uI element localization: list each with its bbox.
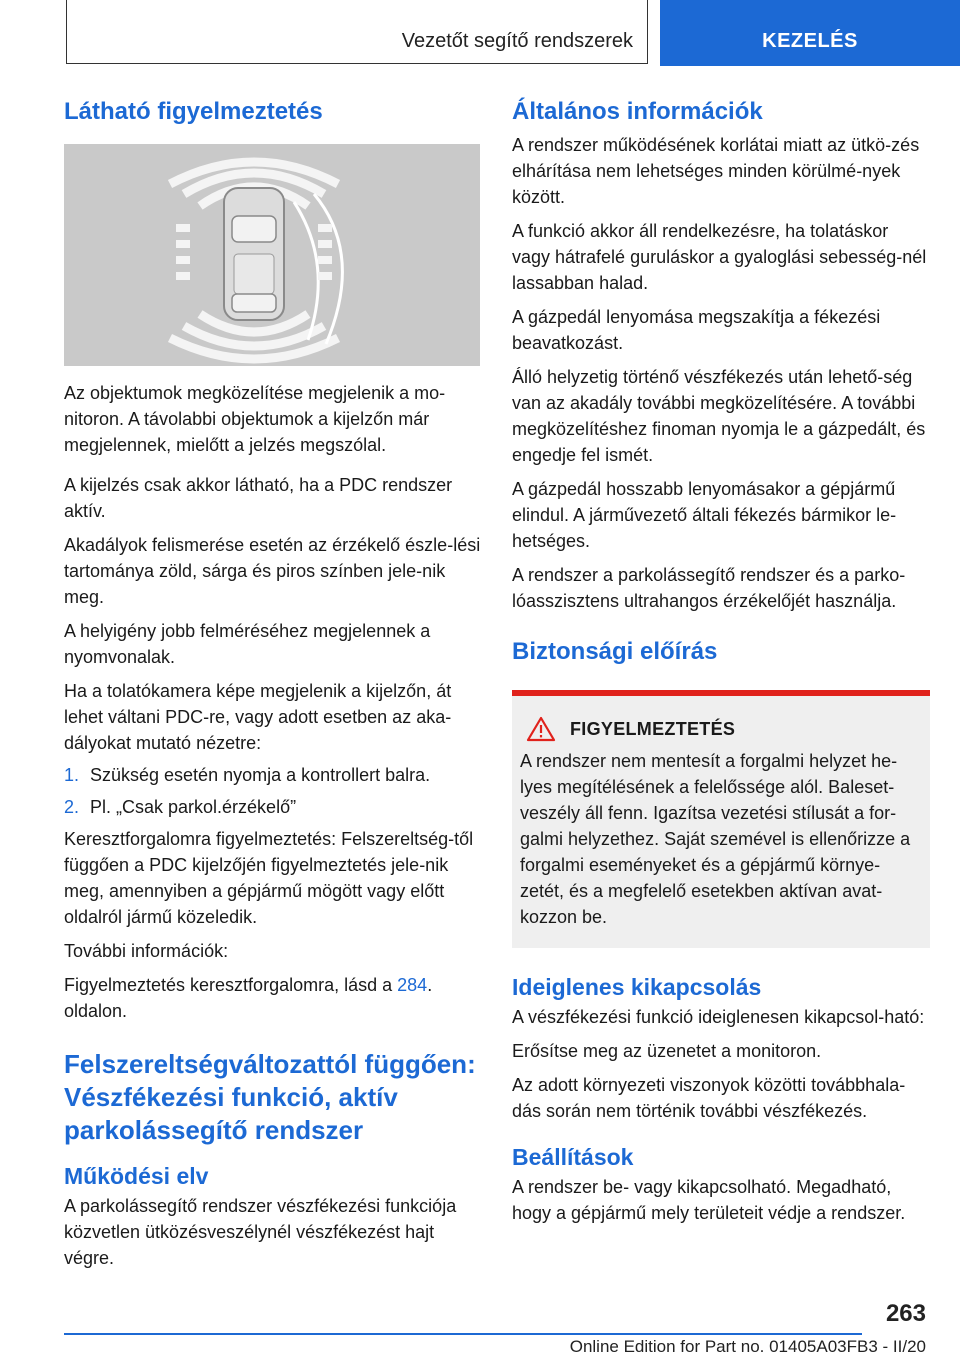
paragraph: A gázpedál lenyomása megszakítja a fékezési beavatkozást. [512,307,881,353]
paragraph: A helyigény jobb felméréséhez megjelennek a nyomvonalak. [64,621,431,667]
warning-text: A rendszer nem mentesít a forgalmi helyzet he-lyes megítélésének a felelőssége alól. Baleset-veszély áll fenn. Igazítsa vezetési stílusát a for-galmi helyzethez. Saját szemével is ellenőrizze a forgalmi eseményeket és a gépjármű környe-zetét, és a megfelelő esetekben aktívan avat-kozzon be. [520,751,911,927]
parking-sensor-graphic [64,144,480,366]
paragraph: További információk: [64,941,229,961]
header-section-title: Vezetőt segítő rendszerek [401,30,633,52]
paragraph: Akadályok felismerése esetén az érzékelő észle-lési tartománya zöld, sárga és piros színben jele-nik meg. [64,535,481,607]
page-link[interactable]: 284 [397,975,428,995]
crossref-text-end: . oldalon. [64,975,433,1021]
paragraph: Keresztforgalomra figyelmeztetés: Felszereltség-től függően a PDC kijelzőjén figyelmeztetés jele-nik meg, amennyiben a gépjármű mögött vagy előtt oldalról jármű közeledik. [64,829,474,927]
footer-edition: Online Edition for Part no. 01405A03FB3 - II/20 [569,1337,926,1356]
chapter-tab-label: KEZELÉS [762,30,858,52]
list-item [64,794,482,820]
left-column [64,96,482,1271]
paragraph: Az objektumok megközelítése megjelenik a mo-nitoron. A távolabbi objektumok a kijelzőn már megjelennek, mielőtt a jelzés megszólal. [64,383,446,455]
paragraph: A funkció akkor áll rendelkezésre, ha tolatáskor vagy hátrafelé guruláskor a gyaloglási sebesség-nél lassabban halad. [512,221,927,293]
heading-settings: Beállítások [512,1144,634,1170]
paragraph: Álló helyzetig történő vészfékezés után lehető-ség van az akadály további megközelítésére. A további megközelítéshez finoman nyomja le a gázpedált, és engedje fel ismét. [512,367,926,465]
list-item [64,762,482,788]
heading-temporary-deactivation: Ideiglenes kikapcsolás [512,974,762,1000]
list-text: Szükség esetén nyomja a kontrollert balra. [90,765,431,785]
warning-header [520,716,922,742]
paragraph: Erősítse meg az üzenetet a monitoron. [512,1041,822,1061]
heading-general-info: Általános információk [512,98,763,125]
paragraph: Az adott környezeti viszonyok közötti továbbhala-dás során nem történik további vészfékezés. [512,1075,906,1121]
heading-emergency-braking: Felszereltségváltozattól függően: Vészfékezési funkció, aktív parkolássegítő rendszer [64,1049,476,1145]
paragraph: A parkolássegítő rendszer vészfékezési funkciója közvetlen ütközésveszélynél vészfékezést hajt végre. [64,1196,457,1268]
warning-triangle-icon [526,716,556,742]
page-header [0,0,960,66]
list-number: 2. [64,797,80,817]
paragraph: A kijelzés csak akkor látható, ha a PDC rendszer aktív. [64,475,453,521]
paragraph: A gázpedál hosszabb lenyomásakor a gépjármű elindul. A járművezető általi fékezés bármikor le-hetséges. [512,479,897,551]
crossref-text: Figyelmeztetés keresztforgalomra, lásd a [64,975,398,995]
list-number: 1. [64,765,80,785]
paragraph: A rendszer be- vagy kikapcsolható. Megadható, hogy a gépjármű mely területeit védje a rendszer. [512,1177,906,1223]
paragraph: A vészfékezési funkció ideiglenesen kikapcsol-ható: [512,1007,925,1027]
paragraph: Ha a tolatókamera képe megjelenik a kijelzőn, át lehet váltani PDC-re, vagy adott esetben az aka-dályokat mutató nézetre: [64,681,452,753]
page-number: 263 [885,1300,926,1327]
chapter-tab [660,0,960,66]
paragraph: A rendszer működésének korlátai miatt az ütkö-zés elhárítása nem lehetséges minden körülmé-nyek között. [512,135,920,207]
warning-title: FIGYELMEZTETÉS [570,718,736,739]
header-frame [66,0,648,64]
heading-operating-principle: Működési elv [64,1163,209,1189]
footer-divider [64,1333,862,1335]
warning-box [512,690,930,948]
list-text: Pl. „Csak parkol.érzékelő” [90,797,297,817]
pdc-display-illustration [64,144,480,366]
right-column [512,96,930,1226]
paragraph: A rendszer a parkolássegítő rendszer és a parko-lóasszisztens ultrahangos érzékelőjét használja. [512,565,906,611]
heading-safety-note: Biztonsági előírás [512,638,718,665]
cross-reference-paragraph [64,972,482,1024]
heading-visual-warning: Látható figyelmeztetés [64,98,323,125]
